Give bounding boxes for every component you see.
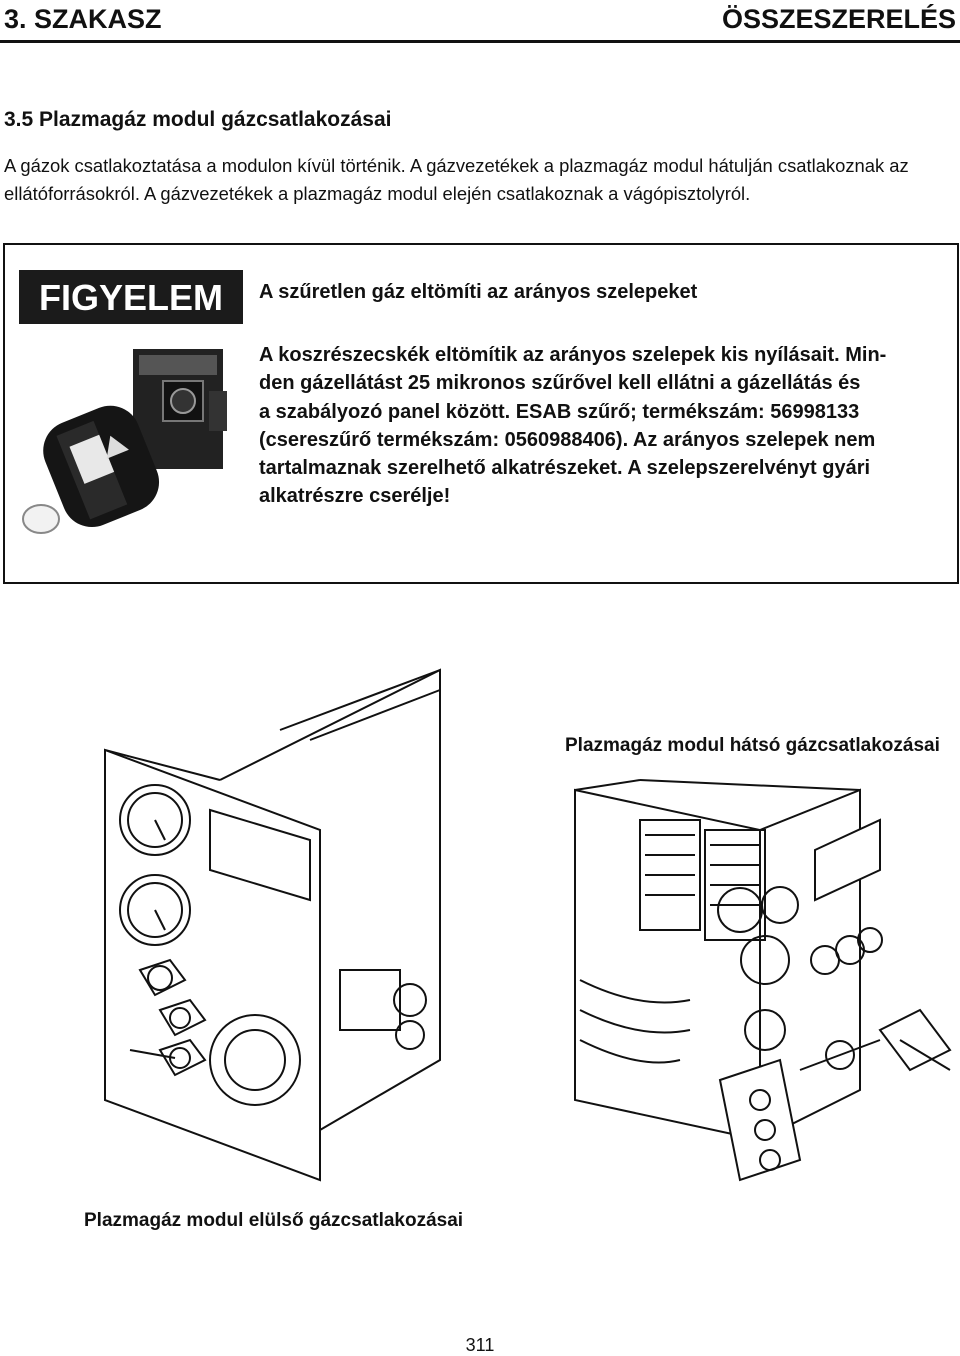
warning-badge: FIGYELEM	[19, 270, 243, 324]
warning-title: A szűretlen gáz eltömíti az arányos szelepeket	[259, 281, 698, 303]
section-title: 3.5 Plazmagáz modul gázcsatlakozásai	[4, 108, 392, 131]
front-module-drawing	[105, 670, 440, 1180]
warning-line: (csereszűrő termékszám: 0560988406). Az arányos szelepek nem	[259, 428, 876, 451]
rear-module-drawing	[575, 780, 950, 1180]
rear-connections-caption: Plazmagáz modul hátsó gázcsatlakozásai	[565, 735, 940, 756]
chapter-label: ÖSSZESZERELÉS	[721, 4, 956, 34]
warning-line: tartalmaznak szerelhető alkatrészeket. A szelepszerelvényt gyári	[259, 457, 871, 480]
warning-line: A koszrészecskék eltömítik az arányos szelepek kis nyílásait. Min-	[259, 344, 887, 366]
warning-line: a szabályozó panel között. ESAB szűrő; termékszám: 56998133	[259, 400, 860, 423]
warning-line: den gázellátást 25 mikronos szűrővel kell ellátni a gázellátás és	[259, 372, 861, 395]
section-label: 3. SZAKASZ	[4, 4, 162, 34]
page-number: 311	[465, 1335, 495, 1355]
warning-box	[3, 243, 959, 584]
front-connections-caption: Plazmagáz modul elülső gázcsatlakozásai	[84, 1210, 464, 1231]
warning-line: alkatrészre cserélje!	[259, 485, 451, 508]
gas-filter-illustration	[13, 341, 238, 551]
header-rule	[0, 40, 960, 43]
page-header	[0, 0, 960, 42]
intro-paragraph: A gázok csatlakoztatása a modulon kívül történik. A gázvezetékek a plazmagáz modul hátulján csatlakoznak az ellátóforrásokról. A gázvezetékek a plazmagáz modul elején csatlakoznak a vágópisztolyról.	[4, 155, 909, 204]
warning-body	[259, 341, 939, 511]
